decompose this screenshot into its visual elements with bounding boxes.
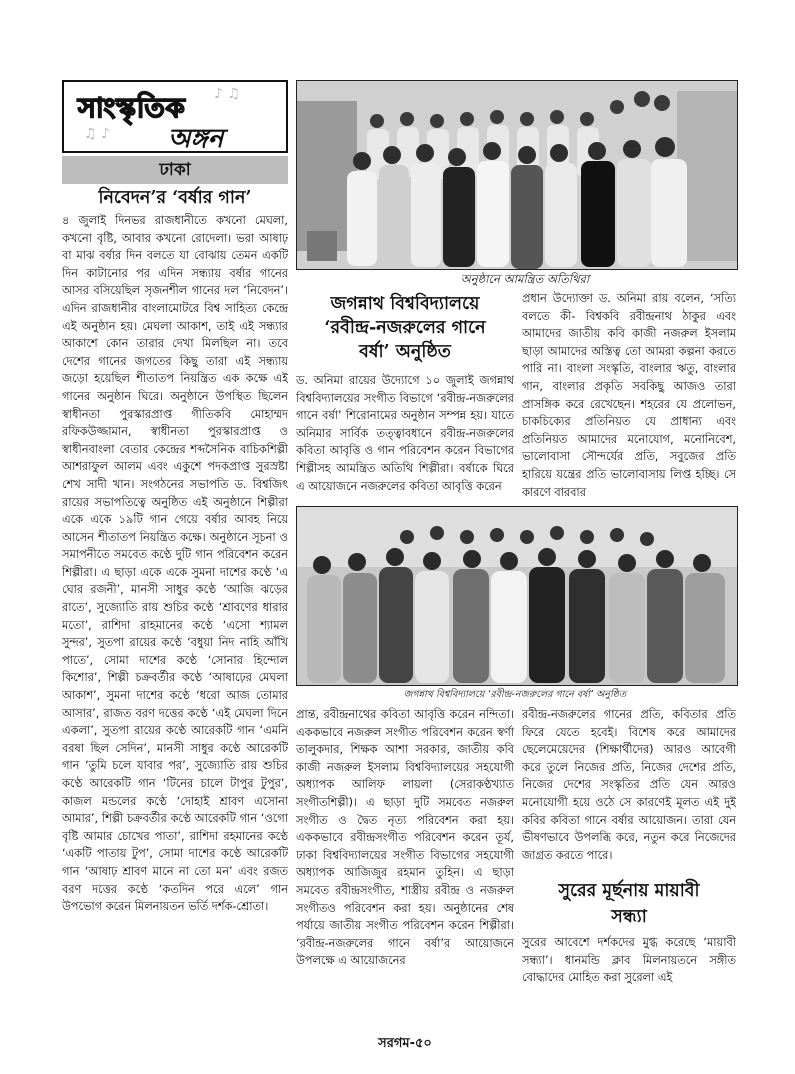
- article3-title-line2: সন্ধ্যা: [611, 907, 647, 927]
- article3-text: সুরের আবেশে দর্শকদের মুগ্ধ করেছে ‘মায়াবী সন্ধ্যা’। ধানমন্ডি ক্লাব মিলনায়তনে সঙ্গীত বোদ্ধাদের মোহিত করা সুরেলা এই: [522, 936, 736, 985]
- page-number: সরগম-৫০: [378, 1036, 432, 1051]
- article2-title-line2: ‘রবীন্দ্র-নজরুলের গানে: [324, 318, 486, 338]
- music-note-icon: ♪ ♫: [214, 86, 240, 102]
- photo-guests: [296, 80, 738, 270]
- article1-title: নিবেদন’র ‘বর্ষার গান’: [98, 188, 252, 208]
- article2-text-b: প্রধান উদ্যোক্তা ড. অনিমা রায় বলেন, ‘সত্যি বলতে কী- বিশ্বকবি রবীন্দ্রনাথ ঠাকুর এবং আমাদের জাতীয় কবি কাজী নজরুল ইসলাম ছাড়া আমাদের অস্তিত্ব তো আমরা কল্পনা করতে পারি না। বাংলা সংস্কৃতি, বাংলার ঋতু, বাংলার গান, বাংলার প্রকৃতি সবকিছু আজও তারা প্রাসঙ্গিক করে রেখেছেন। শহরের যে প্রলোভন, চাকচিক্যের প্রতিনিয়ত যে প্রাধান্য এবং প্রতিনিয়ত আমাদের মনোযোগ, মনোনিবেশ, ভালোবাসা সৌন্দর্যের প্রতি, সবুজের প্রতি হারিয়ে যন্ত্রের প্রতি ভালোবাসায় লিপ্ত হচ্ছি। সে কারণে বারবার: [522, 292, 736, 499]
- article1-body: [62, 212, 288, 1062]
- article2-text-c: প্রান্ত, রবীন্দ্রনাথের কবিতা আবৃত্তি করেন নন্দিতা। এককভাবে নজরুল সংগীত পরিবেশন করেন স্বর্ণা তালুকদার, শিক্ষক আশা সরকার, জাতীয় কবি কাজী নজরুল ইসলাম বিশ্ববিদ্যালয়ের সহযোগী অধ্যাপক আলিফ লায়লা (সেরাকণ্ঠখ্যাত সংগীতশিল্পী)। এ ছাড়া দুটি সমবেত নজরুল সংগীত ও দ্বৈত নৃত্য পরিবেশন করা হয়। এককভাবে রবীন্দ্রসংগীত পরিবেশন করেন তূর্য, ঢাকা বিশ্ববিদ্যালয়ের সংগীত বিভাগের সহযোগী অধ্যাপক আজিজুর রহমান তুহিন। এ ছাড়া সমবেত রবীন্দ্রসংগীত, শাস্ত্রীয় রবীন্দ্র ও নজরুল সংগীতও পরিবেশন করা হয়। অনুষ্ঠানের শেষ পর্যায়ে জাতীয় সংগীত পরিবেশন করেন শিল্পীরা। ‘রবীন্দ্র-নজরুলের গানে বর্ষা’র আয়োজনে উপলক্ষে এ আয়োজনের: [296, 708, 514, 968]
- article2-title-line1: জগন্নাথ বিশ্ববিদ্যালয়ে: [330, 294, 480, 314]
- article2-body-d: [522, 706, 736, 868]
- photo-guests-image: [297, 81, 737, 269]
- article2-body-c: [296, 706, 514, 1062]
- article2-text-d: রবীন্দ্র-নজরুলের গানের প্রতি, কবিতার প্রতি ফিরে যেতে হবেই। বিশেষ করে আমাদের ছেলেমেয়েদের (শিক্ষার্থীদের) আরও আবেগী করে তুলে নিজের প্রতি, নিজের দেশের প্রতি, নিজের দেশের সংস্কৃতির প্রতি যেন আরও মনোযোগী হয়ে ওঠে সে কারণেই মূলত এই দুই কবির কবিতা গানে বর্ষার আয়োজন। তারা যেন ভীষণভাবে উপলব্ধি করে, নতুন করে নিজেদের জাগ্রত করতে পারে।: [522, 708, 736, 862]
- article2-title: [296, 292, 514, 364]
- music-note-icon: ♫ ♪: [84, 126, 110, 142]
- article2-body-b: [522, 290, 736, 506]
- photo-jnu-event-image: [297, 507, 737, 685]
- location-bar: ঢাকা: [62, 156, 288, 184]
- article3-body: [522, 934, 736, 990]
- article2-body-a: [296, 372, 514, 496]
- photo-jnu-caption: জগন্নাথ বিশ্ববিদ্যালয়ে ‘রবীন্দ্র-নজরুলের গানে বর্ষা’ অনুষ্ঠিত: [403, 689, 627, 700]
- section-banner: [62, 80, 288, 153]
- article1-text: ৪ জুলাই দিনভর রাজধানীতে কখনো মেঘলা, কখনো বৃষ্টি, আবার কখনো রোদেলা। ভরা আষাঢ় বা মাঝ বর্ষার দিন বলতে যা বোঝায় তেমন একটি দিন কাটানোর পর এদিন সন্ধ্যায় বর্ষার গানের আসর বসিয়েছিল সৃজনশীল গানের দল ‘নিবেদন’। এদিন রাজধানীর বাংলামোটরে বিশ্ব সাহিত্য কেন্দ্রে এই অনুষ্ঠান হয়। মেঘলা আকাশ, তাই এই সন্ধ্যার আকাশে কোন তারার দেখা মিলছিল না। তবে দেশের গানের জগতের কিছু তারা এই সন্ধ্যায় জড়ো হয়েছিল শীতাতপ নিয়ন্ত্রিত এক কক্ষে এই গানের অনুষ্ঠান ঘিরে। অনুষ্ঠানে উপস্থিত ছিলেন স্বাধীনতা পুরস্কারপ্রাপ্ত গীতিকবি মোহাম্মদ রফিকউজ্জামান, স্বাধীনতা পুরস্কারপ্রাপ্ত ও স্বাধীনবাংলা বেতার কেন্দ্রের শব্দসৈনিক বাচিকশিল্পী আশরাফুল আলম এবং একুশে পদকপ্রাপ্ত সুরস্রষ্টা শেখ সাদী খান। সংগঠনের সভাপতি ড. বিশ্বজিৎ রায়ের সভাপতিত্বে অনুষ্ঠিত এই অনুষ্ঠানে শিল্পীরা একে একে ১৯টি গান গেয়ে বর্ষার আবহ নিয়ে আসেন শীতাতপ নিয়ন্ত্রিত কক্ষে। অনুষ্ঠানে সূচনা ও সমাপনীতে সমবেত কণ্ঠে দুটি গান পরিবেশন করেন শিল্পীরা। এ ছাড়া একে একে সুমনা দাশের কণ্ঠে ‘এ ঘোর রজনী’, মানসী সাধুর কণ্ঠে ‘আজি ঝড়ের রাতে’, সুজ্যোতি রায় শুচির কণ্ঠে ‘শ্রাবণের ধারার মতো’, রাশিদা রাহমানের কণ্ঠে ‘এসো শ্যামল সুন্দর’, সুতপা রায়ের কণ্ঠে ‘বধুয়া নিদ নাহি আঁখি পাতে’, সোমা দাশের কণ্ঠে ‘সোনার হিন্দোল কিশোর’, শিল্পী চক্রবর্তীর কণ্ঠে ‘আষাঢ়ের মেঘলা আকাশ’, সুমনা দাশের কণ্ঠে ‘ধরো আজ তোমার আসার’, রাজত বরণ দত্তের কণ্ঠে ‘এই মেঘলা দিনে একলা’, সুতপা রায়ের কণ্ঠে আরেকটি গান ‘এমনি বরষা ছিল সেদিন’, মানসী সাধুর কণ্ঠে আরেকটি গান ‘তুমি চলে যাবার পর’, সুজ্যোতি রায় শুচির কণ্ঠে আরেকটি গান ‘টিনের চালে টাপুর টুপুর’, কাজল মন্ডলের কণ্ঠে ‘দোহাই শ্রাবণ এসোনা আমার’, শিল্পী চক্রবর্তীর কণ্ঠে আরেকটি গান ‘ওগো বৃষ্টি আমার চোখের পাতা’, রাশিদা রহমানের কণ্ঠে ‘একটি পাতায় টুপ’, সোমা দাশের কণ্ঠে আরেকটি গান ‘আষাঢ় শ্রাবণ মানে না তো মন’ এবং রজত বরণ দত্তের কণ্ঠে ‘কতদিন পরে এলে’ গান উপভোগ করেন মিলনায়তন ভর্তি দর্শক-শ্রোতা।: [62, 214, 288, 914]
- photo-jnu-event: [296, 506, 738, 686]
- photo-guests-caption: অনুষ্ঠানে আমন্ত্রিত অতিথিরা: [460, 272, 590, 286]
- banner-subtitle: অঙ্গন: [168, 124, 224, 153]
- article2-title-line3: বর্ষা’ অনুষ্ঠিত: [359, 342, 451, 362]
- article3-title-line1: সুরের মূর্ছনায় মায়াবী: [558, 881, 700, 901]
- banner-title: সাংস্কৃতিক: [78, 93, 186, 124]
- article2-text-a: ড. অনিমা রায়ের উদ্যোগে ১০ জুলাই জগন্নাথ বিশ্ববিদ্যালয়ের সংগীত বিভাগে ‘রবীন্দ্র-নজরুলের গানে বর্ষা’ শিরোনামের অনুষ্ঠান সম্পন্ন হয়। যাতে অনিমার সার্বিক তত্ত্বাবধানে রবীন্দ্র-নজরুলের কবিতা আবৃত্তি ও গান পরিবেশন করেন বিভাগের শিল্পীসহ আমন্ত্রিত অতিথি শিল্পীরা। বর্ষাকে ঘিরে এ আয়োজনে নজরুলের কবিতা আবৃত্তি করেন: [296, 374, 514, 493]
- article3-title: [522, 878, 736, 930]
